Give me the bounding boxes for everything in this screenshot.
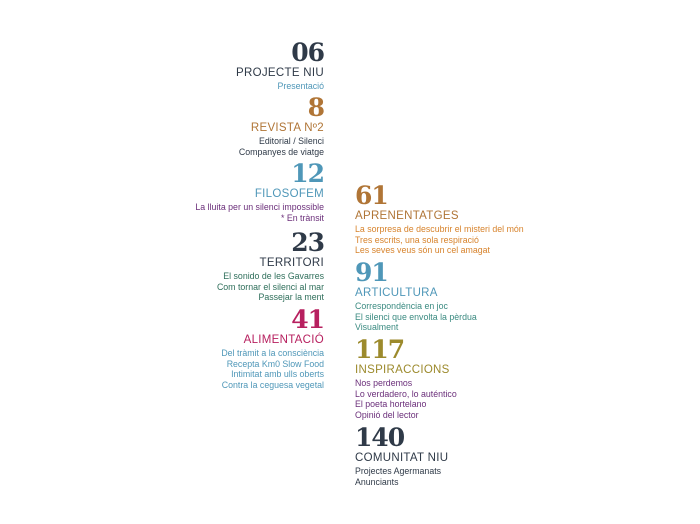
article-link[interactable]: Visualment (355, 322, 399, 332)
article-link[interactable]: La lluita per un silenci impossible (195, 202, 324, 212)
section-title: ARTICULTURA (355, 287, 438, 299)
article-link[interactable]: Tres escrits, una sola respiració (355, 234, 479, 245)
section-title: INSPIRACCIONS (355, 364, 450, 376)
page-number: 91 (355, 258, 388, 287)
article-link[interactable]: Projectes Agermanats (355, 466, 442, 476)
article-link[interactable]: La sorpresa de descubrir el misteri del món (355, 224, 524, 234)
section-title: FILOSOFEM (254, 188, 324, 200)
article-link[interactable]: Les seves veus són un cel amagat (355, 245, 490, 255)
section-filosofem (195, 161, 324, 223)
article-link[interactable]: Com tornar el silenci al mar (216, 281, 324, 292)
section-comunitat-niu (355, 425, 448, 487)
article-link[interactable]: Correspondència en joc (355, 301, 448, 311)
section-items (355, 301, 477, 333)
article-link[interactable]: El silenci que envolta la pèrdua (355, 311, 477, 322)
page-number: 8 (307, 93, 324, 122)
section-revista (239, 95, 324, 157)
section-items (221, 348, 324, 390)
section-items (239, 136, 324, 157)
page-number: 140 (355, 423, 405, 452)
section-items (217, 271, 324, 303)
page-number: 06 (291, 38, 324, 67)
page-number: 117 (355, 335, 405, 364)
article-link[interactable]: Intimitat amb ulls oberts (231, 369, 324, 379)
page-number: 41 (291, 305, 324, 334)
section-title: REVISTA Nº2 (250, 122, 324, 134)
article-link[interactable]: * En trànsit (280, 212, 324, 223)
article-link[interactable]: Anunciants (355, 476, 399, 487)
article-link[interactable]: Editorial / Silenci (258, 136, 324, 146)
article-link[interactable]: El poeta hortelano (355, 399, 427, 409)
section-items (355, 224, 524, 256)
section-items (195, 202, 324, 223)
article-link[interactable]: Lo verdadero, lo auténtico (355, 388, 457, 399)
article-link[interactable]: Companyes de viatge (238, 146, 324, 157)
article-link[interactable]: Opinió del lector (355, 409, 419, 420)
section-title: TERRITORI (259, 257, 324, 269)
section-title: APRENENTATGES (355, 210, 459, 222)
article-link[interactable]: Presentació (277, 81, 324, 91)
article-link[interactable]: Recepta Km0 Slow Food (226, 358, 324, 369)
section-title: COMUNITAT NIU (355, 452, 449, 464)
article-link[interactable]: Nos perdemos (355, 378, 413, 388)
section-items (355, 378, 457, 420)
section-articultura (355, 260, 477, 333)
section-items (236, 81, 324, 92)
section-title: ALIMENTACIÓ (243, 334, 324, 346)
section-territori (217, 230, 324, 303)
page-number: 23 (291, 228, 324, 257)
section-projecte-niu (236, 40, 324, 92)
article-link[interactable]: Contra la ceguesa vegetal (221, 379, 324, 390)
article-link[interactable]: Del tràmit a la consciència (221, 348, 324, 358)
page-number: 12 (291, 159, 324, 188)
page-number: 61 (355, 181, 388, 210)
article-link[interactable]: Passejar la ment (258, 292, 324, 302)
section-title: PROJECTE NIU (236, 67, 324, 79)
section-inspiraccions (355, 337, 457, 420)
section-items (355, 466, 448, 487)
section-aprenentatges (355, 183, 524, 256)
article-link[interactable]: El sonido de les Gavarres (223, 271, 324, 281)
section-alimentacio (221, 307, 324, 390)
